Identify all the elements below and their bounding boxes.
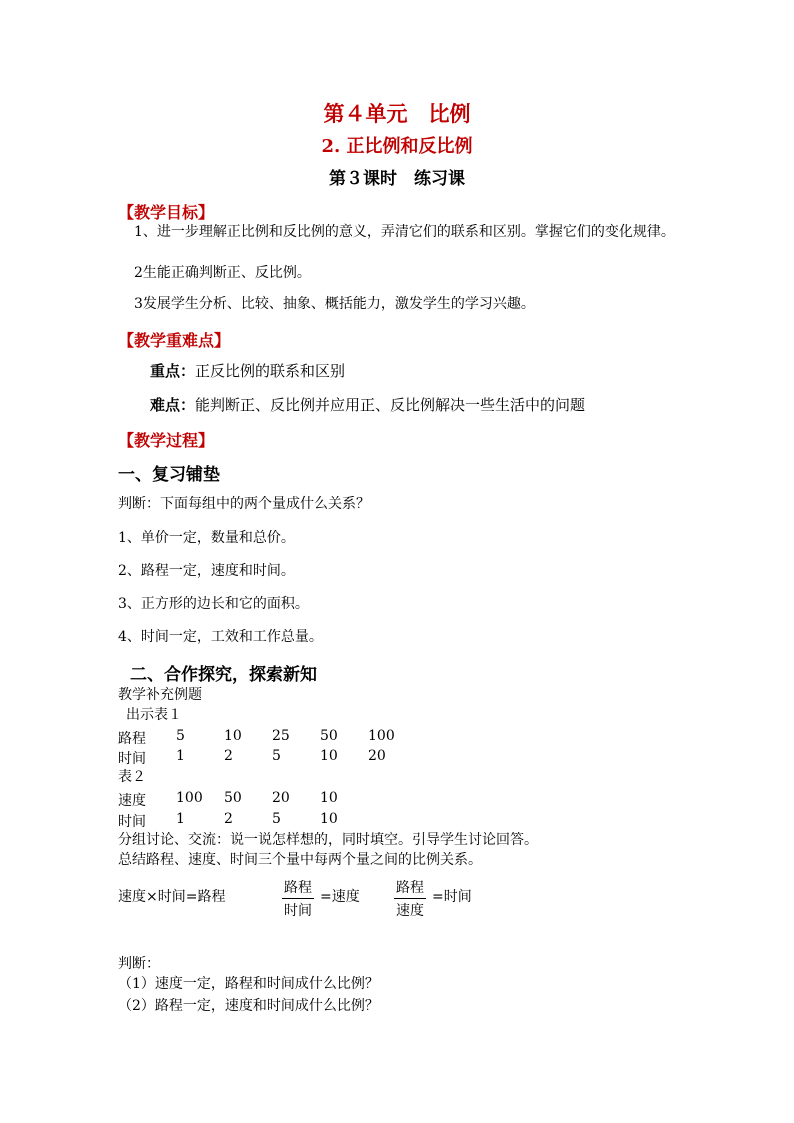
fraction-numerator: 路程 bbox=[396, 880, 424, 896]
table-cell: 路程 bbox=[118, 731, 146, 747]
fraction-numerator: 路程 bbox=[284, 880, 312, 896]
example-title: 教学补充例题 bbox=[118, 687, 202, 703]
table2-caption: 表２ bbox=[118, 769, 146, 785]
table-cell: 50 bbox=[320, 728, 338, 744]
table2 bbox=[118, 790, 378, 830]
table-cell: 2 bbox=[224, 811, 233, 827]
table-cell: 100 bbox=[176, 790, 203, 806]
fraction-denominator: 时间 bbox=[284, 903, 312, 919]
key-point-label: 重点： bbox=[150, 362, 196, 380]
lesson-title: 第３课时 练习课 bbox=[329, 169, 465, 189]
formula-1: 速度×时间=路程 bbox=[118, 889, 226, 905]
table-cell: 速度 bbox=[118, 793, 146, 809]
summary-text: 总结路程、速度、时间三个量中每两个量之间的比例关系。 bbox=[118, 852, 482, 868]
table-cell: 1 bbox=[176, 811, 185, 827]
table-cell: 时间 bbox=[118, 751, 146, 767]
review-prompt: 判断：下面每组中的两个量成什么关系？ bbox=[118, 496, 370, 512]
key-point bbox=[150, 362, 345, 381]
section-title: 2. 正比例和反比例 bbox=[321, 136, 473, 157]
table-cell: 10 bbox=[320, 811, 338, 827]
table-cell: 10 bbox=[320, 748, 338, 764]
table1-caption: 出示表１ bbox=[126, 707, 182, 723]
table-cell: 50 bbox=[224, 790, 242, 806]
review-item-3: 3、正方形的边长和它的面积。 bbox=[118, 596, 309, 612]
goals-heading: 【教学目标】 bbox=[118, 203, 215, 222]
goal-item-2: 2生能正确判断正、反比例。 bbox=[134, 265, 311, 281]
review-item-1: 1、单价一定，数量和总价。 bbox=[118, 530, 295, 546]
formula-3-fraction bbox=[394, 877, 426, 920]
judge-item-2: （2）路程一定，速度和时间成什么比例？ bbox=[118, 998, 379, 1014]
table-cell: 2 bbox=[224, 748, 233, 764]
table-cell: 100 bbox=[368, 728, 395, 744]
review-item-2: 2、路程一定，速度和时间。 bbox=[118, 563, 295, 579]
table-cell: 25 bbox=[272, 728, 290, 744]
table-cell: 5 bbox=[272, 748, 281, 764]
goal-item-1: 1、进一步理解正比例和反比例的意义，弄清它们的联系和区别。掌握它们的变化规律。 bbox=[134, 224, 675, 240]
table-cell: 5 bbox=[272, 811, 281, 827]
process-heading: 【教学过程】 bbox=[118, 431, 215, 450]
table-cell: 20 bbox=[272, 790, 290, 806]
explore-heading: 二、合作探究，探索新知 bbox=[130, 665, 317, 685]
discussion-text: 分组讨论、交流：说一说怎样想的，同时填空。引导学生讨论回答。 bbox=[118, 832, 538, 848]
difficult-point bbox=[150, 396, 585, 415]
table-cell: 时间 bbox=[118, 814, 146, 830]
table1 bbox=[118, 728, 418, 768]
review-item-4: 4、时间一定，工效和工作总量。 bbox=[118, 629, 323, 645]
fraction-denominator: 速度 bbox=[396, 903, 424, 919]
goal-item-3: 3发展学生分析、比较、抽象、概括能力，激发学生的学习兴趣。 bbox=[134, 296, 535, 312]
formula-2-result: =速度 bbox=[320, 889, 360, 905]
judge-heading: 判断： bbox=[118, 956, 160, 972]
table-cell: 5 bbox=[176, 728, 185, 744]
formula-2-fraction bbox=[282, 877, 314, 920]
table-cell: 20 bbox=[368, 748, 386, 764]
review-heading: 一、复习铺垫 bbox=[118, 465, 220, 485]
table-cell: 10 bbox=[224, 728, 242, 744]
unit-title: 第４单元 比例 bbox=[323, 101, 471, 126]
difficult-point-label: 难点： bbox=[150, 396, 196, 414]
key-point-text: 正反比例的联系和区别 bbox=[195, 362, 346, 380]
key-points-heading: 【教学重难点】 bbox=[118, 331, 231, 350]
table-cell: 10 bbox=[320, 790, 338, 806]
table-cell: 1 bbox=[176, 748, 185, 764]
judge-item-1: （1）速度一定，路程和时间成什么比例？ bbox=[118, 976, 379, 992]
formula-3-result: =时间 bbox=[432, 889, 472, 905]
difficult-point-text: 能判断正、反比例并应用正、反比例解决一些生活中的问题 bbox=[195, 396, 586, 414]
